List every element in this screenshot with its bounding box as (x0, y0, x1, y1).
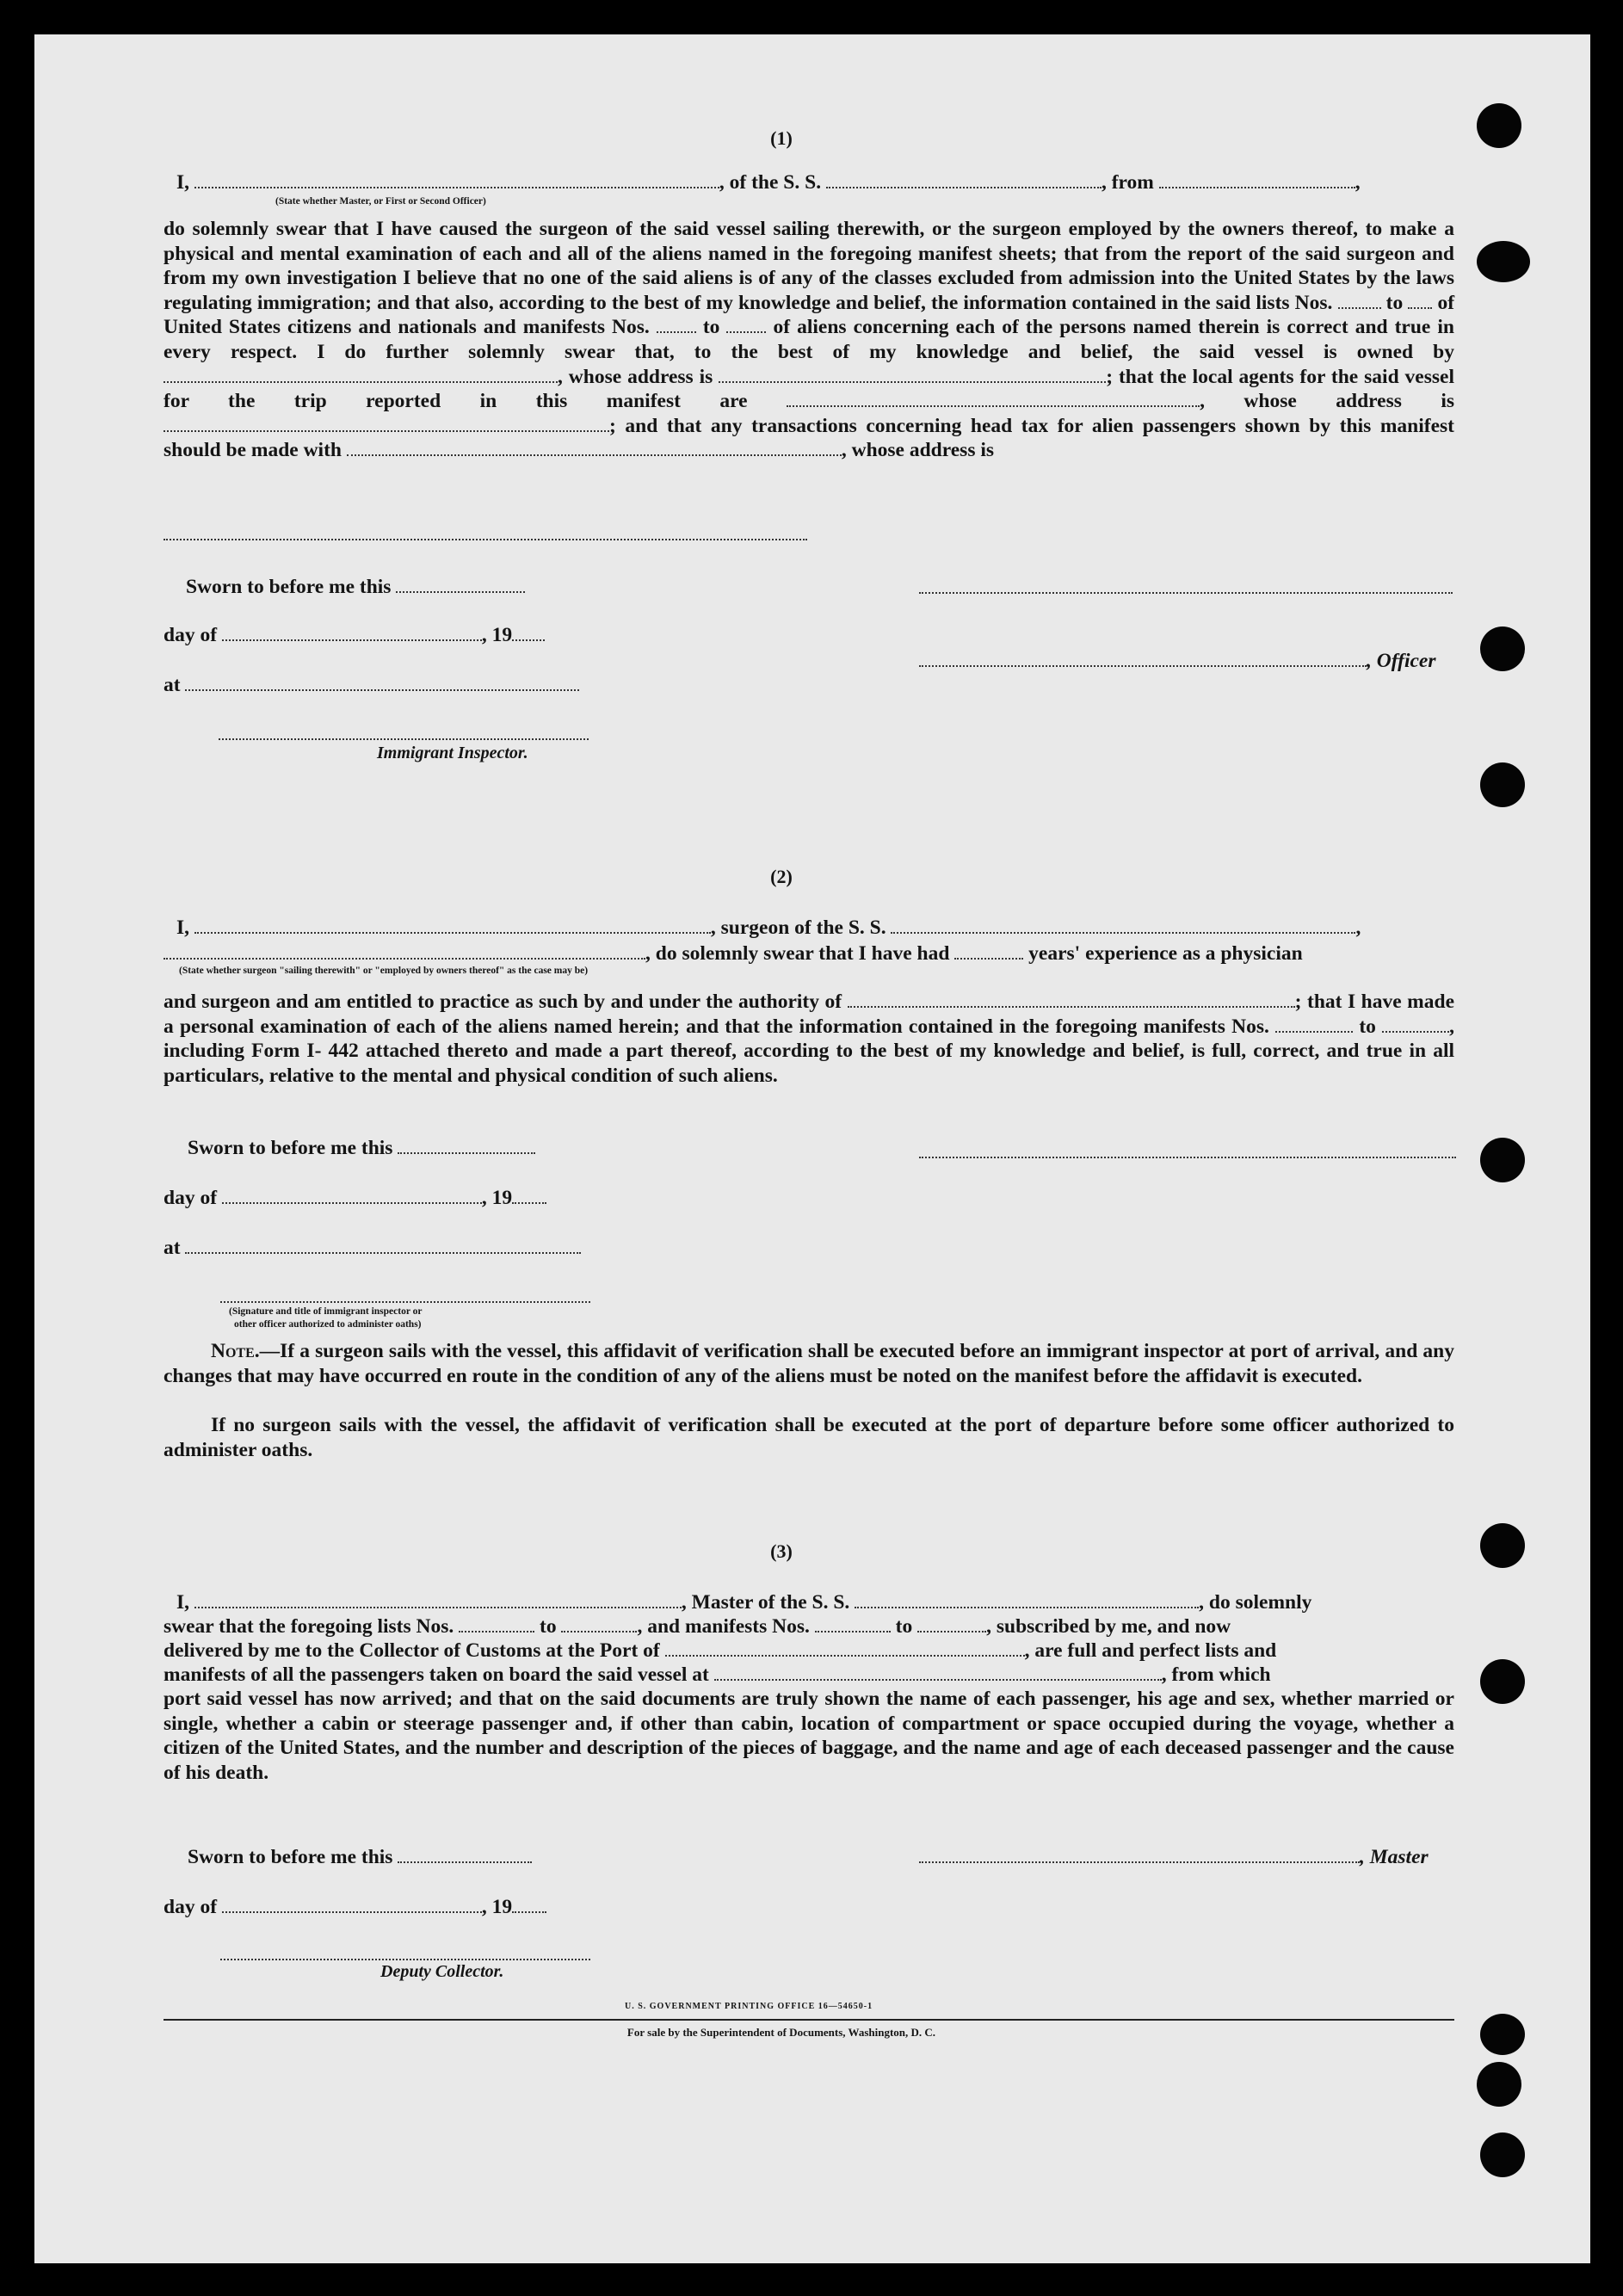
vessel-name-blank[interactable] (855, 1591, 1199, 1608)
inspector-signature-line[interactable] (220, 1301, 590, 1303)
section-2-note-2: If no surgeon sails with the vessel, the affidavit of verification shall be executed at the port of departure before some officer authorized to administer oaths. (164, 1414, 1454, 1461)
sworn-day-blank[interactable] (396, 576, 525, 593)
manifests-from-blank[interactable] (815, 1615, 891, 1633)
surgeon-hint: (State whether surgeon "sailing therewith" or "employed by owners thereof" as the case may be) (179, 966, 589, 976)
punch-hole (1480, 1138, 1525, 1182)
master-signature-blank[interactable] (919, 1846, 1360, 1863)
owner-address-blank[interactable] (719, 366, 1106, 383)
form-sheet (34, 34, 1590, 2263)
section-1-body: do solemnly swear that I have caused the surgeon of the said vessel sailing therewith, or the surgeon employed by the owners thereof, to make a physical and mental examination of each and all of the aliens named in the foregoing manifest sheets; that from the report of the said surgeon and from my own investigation I believe that no one of the said aliens is of any of the classes excluded from admission into the United States by the laws regulating immigration; and that also, according to the best of my knowledge and belief, the information contained in the said lists Nos. to of United States citizens and nationals and manifests Nos. to of aliens concerning each of the persons named therein is correct and true in every respect. I do further solemnly swear that, to the best of my knowledge and belief, the said vessel is owned by , whose address is ; that the local agents for the said vessel for the trip reported in this manifest are , whose address is ; and that any transactions concerning head tax for alien passengers shown by this manifest should be made with , whose address is (164, 218, 1455, 462)
place-blank[interactable] (185, 674, 579, 691)
section-2-at: at (164, 1236, 581, 1260)
section-1-sworn: Sworn to before me this (186, 575, 525, 599)
authority-blank[interactable] (848, 991, 1295, 1008)
month-blank[interactable] (222, 1896, 482, 1913)
master-name-blank[interactable] (194, 171, 719, 188)
section-2-day-of: day of , 19 (164, 1186, 546, 1210)
section-3-sworn: Sworn to before me this (188, 1845, 532, 1869)
immigrant-inspector-caption: Immigrant Inspector. (377, 744, 528, 762)
month-blank[interactable] (222, 624, 482, 641)
officer-signature-line[interactable] (919, 592, 1453, 594)
sworn-day-blank[interactable] (398, 1137, 535, 1154)
owner-blank[interactable] (164, 366, 558, 383)
manifests-from-blank[interactable] (1275, 1015, 1353, 1033)
section-1-heading: (1) (770, 127, 793, 149)
section-2-sworn: Sworn to before me this (188, 1136, 535, 1160)
year-blank[interactable] (512, 1896, 546, 1913)
punch-hole (1477, 241, 1530, 282)
footer-rule (164, 2019, 1454, 2021)
master-hint: (State whether Master, or First or Second Officer) (275, 196, 486, 207)
section-1-day-of: day of , 19 (164, 623, 545, 647)
lists-from-blank[interactable] (1338, 292, 1381, 309)
lists-to-blank[interactable] (1408, 292, 1432, 309)
section-3-day-of: day of , 19 (164, 1895, 546, 1919)
from-port-blank[interactable] (1159, 171, 1355, 188)
year-blank[interactable] (512, 624, 545, 641)
section-3-body: port said vessel has now arrived; and that on the said documents are truly shown the name of each passenger, his age and sex, whether married or single, whether a cabin or steerage passenger and, if other than cabin, location of compartment or space occupied during the voyage, whether a citizen of the United States, and the number and description of the pieces of baggage, and the name and age of each deceased passenger and the cause of his death. (164, 1688, 1454, 1784)
place-blank[interactable] (185, 1237, 581, 1254)
section-3-fourth-line: manifests of all the passengers taken on board the said vessel at , from which (164, 1663, 1271, 1686)
month-blank[interactable] (222, 1187, 482, 1204)
surgeon-name-blank[interactable] (194, 917, 711, 934)
surgeon-vessel-blank[interactable] (891, 917, 1355, 934)
punch-hole (1480, 2132, 1525, 2177)
agents-address-blank[interactable] (164, 415, 609, 432)
signature-caption-2: other officer authorized to administer oaths) (234, 1319, 422, 1330)
boarding-port-blank[interactable] (714, 1663, 1162, 1681)
master-name-blank[interactable] (194, 1591, 682, 1608)
years-blank[interactable] (954, 942, 1023, 960)
manifests-to-blank[interactable] (917, 1615, 986, 1633)
section-3-first-line: I, , Master of the S. S. , do solemnly (176, 1591, 1312, 1614)
section-2-heading: (2) (770, 866, 793, 887)
deputy-collector-caption: Deputy Collector. (380, 1962, 504, 1981)
section-3-second-line: swear that the foregoing lists Nos. to , and manifests Nos. to , subscribed by me, and now (164, 1615, 1231, 1638)
head-tax-address-blank[interactable] (164, 539, 807, 540)
year-blank[interactable] (512, 1187, 546, 1204)
section-3-master: , Master (919, 1845, 1429, 1869)
lists-from-blank[interactable] (459, 1615, 534, 1633)
manifests-to-blank[interactable] (726, 316, 766, 333)
manifests-to-blank[interactable] (1382, 1015, 1449, 1033)
punch-hole (1480, 762, 1525, 807)
sworn-day-blank[interactable] (398, 1846, 532, 1863)
head-tax-contact-blank[interactable] (347, 439, 842, 456)
section-2-second-line: , do solemnly swear that I have had years' experience as a physician (164, 941, 1303, 966)
punch-hole (1480, 1659, 1525, 1704)
section-2-note: Note.—If a surgeon sails with the vessel, this affidavit of verification shall be executed before an immigrant inspector at port of arrival, and any changes that may have occurred en route in the condition of any of the aliens must be noted on the manifest before the affidavit is executed. (164, 1340, 1454, 1387)
gpo-imprint: U. S. GOVERNMENT PRINTING OFFICE 16—54650-1 (625, 2002, 873, 2011)
section-1-at: at (164, 673, 579, 697)
section-2-body: and surgeon and am entitled to practice as such by and under the authority of ; that I have made a personal examination of each of the aliens named herein; and that the information contained in the foregoing manifests Nos. to , including Form I- 442 attached thereto and made a part thereof, according to the best of my knowledge and belief, is full, correct, and true in all particulars, relative to the mental and physical condition of such aliens. (164, 991, 1455, 1087)
section-3-third-line: delivered by me to the Collector of Customs at the Port of , are full and perfect lists and (164, 1639, 1277, 1662)
surgeon-signature-line[interactable] (919, 1157, 1456, 1158)
local-agents-blank[interactable] (787, 390, 1200, 407)
section-2-first-line: I, , surgeon of the S. S. , (176, 917, 1361, 939)
section-1-officer: , Officer (919, 649, 1435, 673)
sale-notice: For sale by the Superintendent of Documents, Washington, D. C. (626, 2026, 936, 2039)
inspector-signature-line[interactable] (219, 738, 589, 740)
section-3-heading: (3) (770, 1540, 793, 1562)
vessel-name-blank[interactable] (826, 171, 1102, 188)
lists-to-blank[interactable] (561, 1615, 637, 1633)
section-1-first-line: I, , of the S. S. , from , (176, 171, 1361, 194)
punch-hole (1477, 2062, 1521, 2107)
deputy-collector-signature-line[interactable] (220, 1959, 590, 1960)
surgeon-type-blank[interactable] (164, 942, 645, 960)
manifests-from-blank[interactable] (657, 316, 696, 333)
signature-caption-1: (Signature and title of immigrant inspector or (229, 1306, 423, 1317)
punch-hole (1480, 626, 1525, 671)
officer-name-blank[interactable] (919, 650, 1367, 667)
port-blank[interactable] (665, 1639, 1025, 1657)
